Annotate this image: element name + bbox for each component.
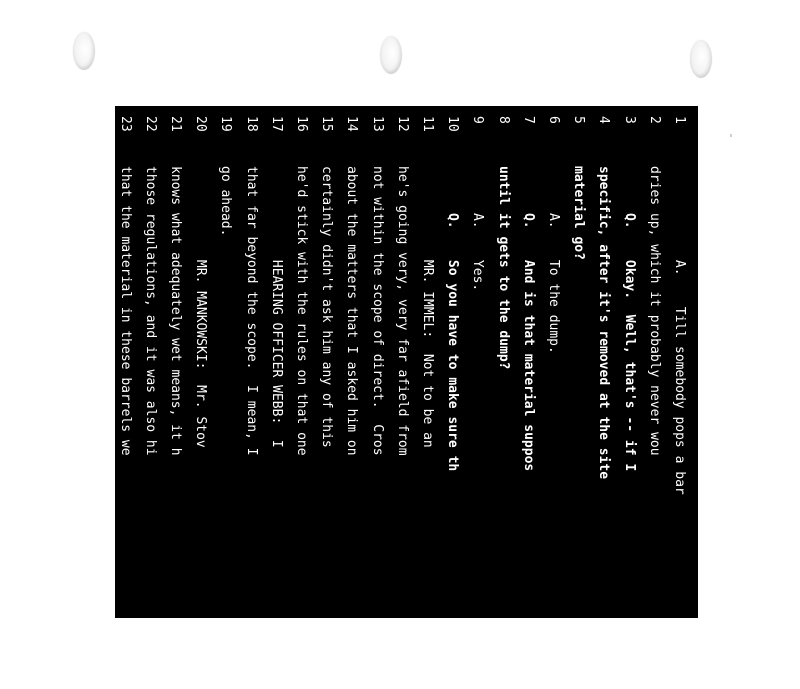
line-text: Q. And is that material suppos [520,166,536,472]
transcript-line [238,106,263,689]
transcript-line [138,106,163,689]
line-number: 23 [117,116,133,132]
transcript-line [616,106,641,689]
line-text: Q. So you have to make sure th [445,166,461,472]
line-text: A. To the dump. [546,166,561,354]
line-number: 21 [168,116,183,132]
transcript-line [163,106,188,689]
transcript-line [440,106,465,689]
line-text: HEARING OFFICER WEBB: I [268,166,284,448]
scan-speck [730,134,732,137]
line-number: 12 [394,116,410,132]
line-text: dries up, which it probably never wou [646,166,662,456]
line-number: 9 [470,116,486,124]
transcript-line [465,106,490,689]
line-text: MR. MANKOWSKI: Mr. Stov [193,166,209,448]
transcript-block [92,106,698,618]
line-number: 18 [243,116,259,132]
line-text: A. Yes. [470,166,486,292]
transcript-line [314,106,339,689]
transcript-line [541,106,566,689]
line-number: 4 [596,116,612,124]
line-number: 15 [319,116,335,132]
line-number: 3 [621,116,637,124]
transcript-line [566,106,591,689]
line-number: 19 [218,116,234,132]
transcript-line [642,106,667,689]
line-number: 8 [495,116,511,124]
transcript-line [264,106,289,689]
line-text: that the material in these barrels we [117,166,133,456]
line-number: 17 [268,116,284,132]
transcript-line [667,106,692,689]
line-text: about the matters that I asked him on [344,166,360,456]
line-text: he's going very, very far afield from [394,166,410,456]
line-number: 5 [571,116,587,124]
line-number: 14 [344,116,360,132]
line-number: 13 [369,116,385,132]
line-text: certainly didn't ask him any of this [319,166,335,448]
line-text: A. Till somebody pops a bar [672,166,687,495]
transcript-line [415,106,440,689]
transcript-line [87,106,112,689]
punch-hole [73,32,95,70]
line-text: so I think this is well within the sc [92,166,108,456]
transcript-line [112,106,137,689]
line-text: those regulations, and it was also hi [142,166,158,456]
line-number: 11 [420,116,435,132]
line-text: material go? [571,166,587,260]
line-number: 1 [672,116,687,124]
line-text: knows what adequately wet means, it h [168,166,183,456]
line-text: MR. IMMEL: Not to be an [420,166,435,448]
line-number: 6 [546,116,561,124]
line-text: he'd stick with the rules on that one [294,166,309,456]
line-text: Q. Okay. Well, that's -- if I [621,166,637,472]
line-number: 24 [92,116,108,132]
transcript-line [516,106,541,689]
transcript-line [289,106,314,689]
line-number: 10 [445,116,461,132]
line-number: 22 [142,116,158,132]
punch-hole [380,36,402,74]
line-text: go ahead. [218,166,234,237]
line-number: 16 [294,116,309,132]
transcript-line [213,106,238,689]
line-number: 20 [193,116,209,132]
transcript-line [339,106,364,689]
rotated-transcript [92,106,698,618]
transcript-line [188,106,213,689]
line-text: that far beyond the scope. I mean, I [243,166,259,456]
punch-hole [690,40,712,78]
line-text: not within the scope of direct. Cros [369,166,385,456]
line-text: until it gets to the dump? [495,166,511,370]
transcript-line [490,106,515,689]
line-text: specific, after it's removed at the site [596,166,612,480]
transcript-line [390,106,415,689]
transcript-line [591,106,616,689]
line-number: 2 [646,116,662,124]
transcript-line [364,106,389,689]
line-number: 7 [520,116,536,124]
